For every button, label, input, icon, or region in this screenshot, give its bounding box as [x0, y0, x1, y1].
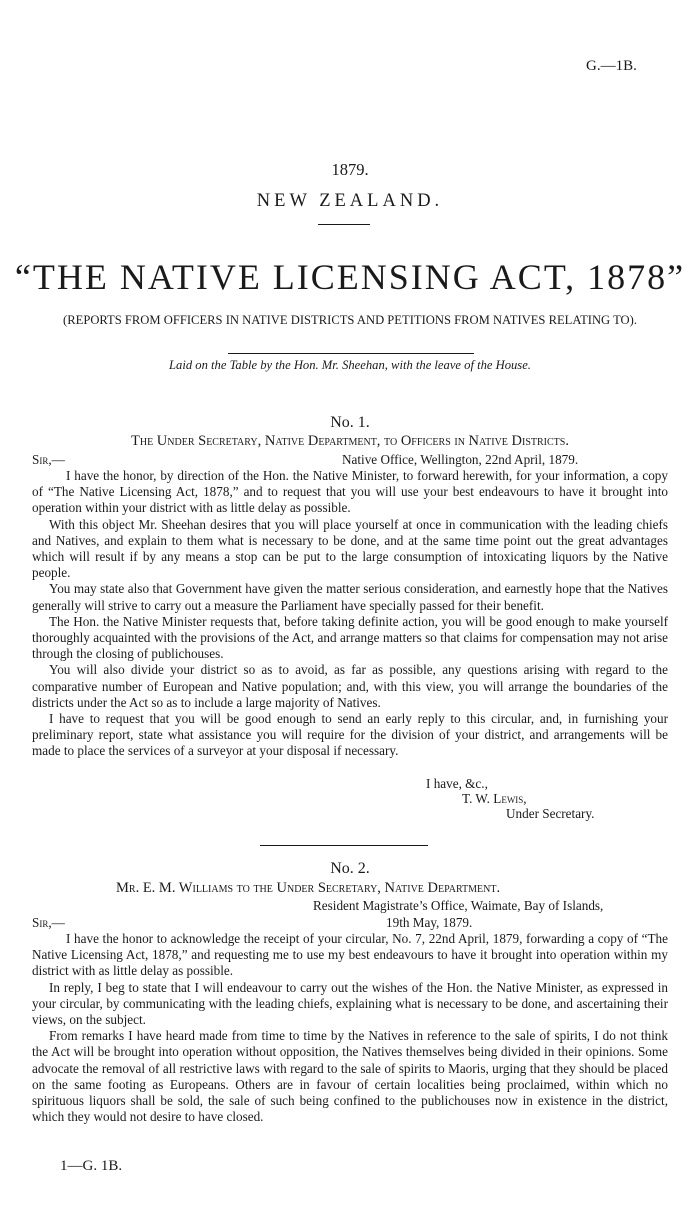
- letter-1-number: No. 1.: [330, 414, 370, 431]
- letter-1-paragraph: The Hon. the Native Minister requests that, before taking definite action, you will be good enough to make yourself thoroughly acquainted with the provisions of the Act, and arrange matters so that claims for compensation may not arise through the closing of publichouses.: [32, 613, 668, 662]
- letter-2-header: Mr. E. M. Williams to the Under Secretary, Native Department.: [116, 880, 501, 896]
- year: 1879.: [331, 160, 369, 179]
- document-title: “THE NATIVE LICENSING ACT, 1878”: [14, 257, 686, 297]
- title-divider: [318, 224, 370, 225]
- country-heading: NEW ZEALAND.: [256, 191, 444, 211]
- letter-1-closing: I have, &c.,: [426, 776, 488, 791]
- letter-1-paragraph: You will also divide your district so as to avoid, as far as possible, any questions arising with regard to the comparative number of European and Native population; and, with this view, you will arrange the boundaries of the districts under the Act so as to include a large majority of Natives.: [32, 662, 668, 710]
- letter-2-number: No. 2.: [330, 860, 370, 877]
- footer-reference: 1—G. 1B.: [60, 1158, 123, 1174]
- letter-1-paragraph: You may state also that Government have given the matter serious consideration, and earnestly hope that the Natives generally will strive to carry out a measure the Parliament have specially passed for their benefit.: [32, 581, 668, 613]
- letter-1-paragraph: With this object Mr. Sheehan desires that you will place yourself at once in communication with the leading chiefs and Natives, and explain to them what is necessary to be done, and at the same time point out the great advantages which will result if by any means a stop can be put to the large consumption of intoxicating liquors by the Native people.: [32, 516, 668, 581]
- page-reference: G.—1B.: [586, 58, 637, 74]
- letter-1-body: [32, 468, 668, 760]
- letter-2-paragraph: In reply, I beg to state that I will endeavour to carry out the wishes of the Hon. the Native Minister, as expressed in your circular, by communicating with the leading chiefs, explaining what is necessary to be done, and ascertaining their views, on the subject.: [32, 979, 668, 1028]
- laid-rule: [228, 353, 474, 354]
- letter-2-date: 19th May, 1879.: [386, 915, 473, 930]
- section-divider: [260, 845, 428, 846]
- letter-2-paragraph: From remarks I have heard made from time to time by the Natives in reference to the sale of spirits, I do not think the Act will be brought into operation without opposition, the Natives themselves being divided in their opinions. Some advocate the removal of all restrictive laws with regard to the sale of spirits to Maoris, urging that they should be placed on the same footing as Europeans. Others are in favour of certain localities being proclaimed, within which no spirituous liquors shall be sold, the sale of such being confined to the publichouses now in existence in the district, which they would not desire to have closed.: [32, 1028, 668, 1125]
- letter-1-paragraph: I have to request that you will be good enough to send an early reply to this circular, and, in furnishing your preliminary report, state what assistance you will require for the division of your district, and arrangements will be made to place the services of a surveyor at your disposal if necessary.: [32, 711, 668, 759]
- letter-1-header: The Under Secretary, Native Department, to Officers in Native Districts.: [131, 433, 569, 449]
- letter-2-body: [32, 931, 668, 1125]
- laid-on-table-note: Laid on the Table by the Hon. Mr. Sheehan, with the leave of the House.: [169, 358, 531, 372]
- letter-1-signatory: T. W. Lewis,: [462, 791, 527, 806]
- letter-2-place: Resident Magistrate’s Office, Waimate, Bay of Islands,: [313, 898, 604, 913]
- document-subtitle: (REPORTS FROM OFFICERS IN NATIVE DISTRICTS AND PETITIONS FROM NATIVES RELATING TO).: [63, 313, 637, 327]
- letter-2-paragraph: I have the honor to acknowledge the receipt of your circular, No. 7, 22nd April, 1879, forwarding a copy of “The Native Licensing Act, 1878,” and requesting me to use my best endeavours to have it brought into operation within my district with as little delay as possible.: [32, 931, 668, 979]
- letter-1-place-date: Native Office, Wellington, 22nd April, 1879.: [342, 452, 579, 467]
- letter-2-salutation: Sir,—: [32, 915, 65, 930]
- letter-1-paragraph: I have the honor, by direction of the Hon. the Native Minister, to forward herewith, for your information, a copy of “The Native Licensing Act, 1878,” and to request that you will use your best endeavours to have it brought into operation within your district with as little delay as possible.: [32, 468, 668, 516]
- letter-1-salutation: Sir,—: [32, 452, 65, 467]
- letter-1-signatory-title: Under Secretary.: [506, 806, 595, 821]
